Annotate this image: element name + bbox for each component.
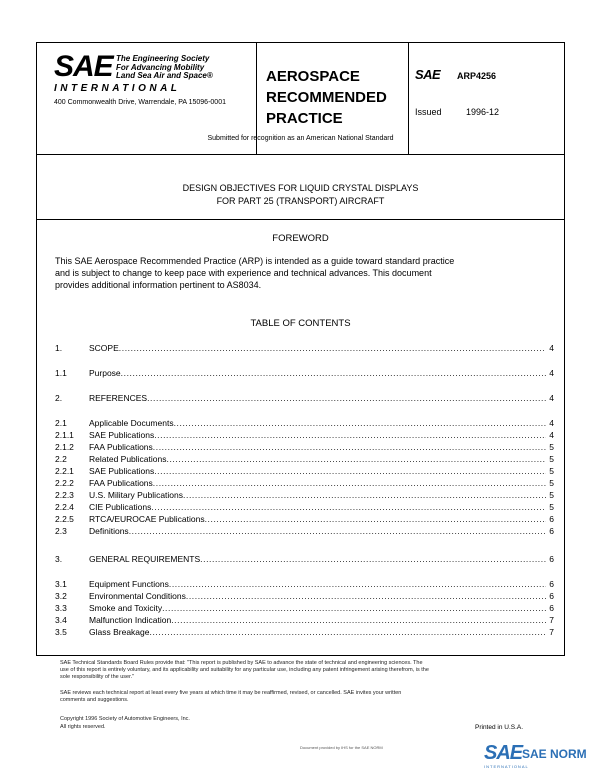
toc-title: RTCA/EUROCAE Publications [89,514,205,524]
toc-number: 1.1 [55,368,67,378]
toc-page: 5 [549,502,554,512]
toc-number: 2. [55,393,63,403]
sae-logo: SAE [54,50,113,83]
toc-entry[interactable] [55,579,554,590]
toc-page: 6 [549,526,554,536]
toc-leader [151,502,546,513]
toc-page: 5 [549,442,554,452]
document-type [266,66,387,129]
toc-page: 6 [549,591,554,601]
address: 400 Commonwealth Drive, Warrendale, PA 15096-0001 [54,99,226,106]
toc-number: 3.2 [55,591,67,601]
toc-title: FAA Publications [89,478,153,488]
toc-page: 6 [549,554,554,564]
toc-entry[interactable] [55,466,554,477]
policy-line-2: use of this report is entirely voluntary, and its applicability and suitability for any particular use, including any patent infringement arising therefrom, is the [60,667,429,673]
toc-title: Equipment Functions [89,579,169,589]
bottom-note: Document provided by IHS for the SAE NORM [300,745,383,750]
toc-page: 6 [549,579,554,589]
toc-entry[interactable] [55,554,554,565]
toc-title: U.S. Military Publications [89,490,184,500]
toc-leader [149,627,546,638]
title-line-2: FOR PART 25 (TRANSPORT) AIRCRAFT [216,196,385,206]
toc-number: 2.2.4 [55,502,74,512]
toc-title: Environmental Conditions [89,591,186,601]
toc-leader [154,466,546,477]
printed-in: Printed in U.S.A. [475,724,524,731]
toc-page: 5 [549,466,554,476]
toc-leader [153,442,546,453]
foreword-line-1: This SAE Aerospace Recommended Practice (ARP) is intended as a guide toward standard practice [55,256,455,266]
title-line-1: DESIGN OBJECTIVES FOR LIQUID CRYSTAL DISPLAYS [182,183,419,193]
small-sae-logo: SAE [415,67,441,82]
toc-number: 2.2.1 [55,466,74,476]
toc-leader [200,554,546,565]
foreword-text [55,255,555,291]
toc-entry[interactable] [55,343,554,354]
toc-entry[interactable] [55,454,554,465]
toc-leader [167,454,547,465]
foreword-heading: FOREWORD [272,233,329,244]
issued-date: 1996-12 [466,107,500,117]
toc-number: 1. [55,343,63,353]
watermark-text: SAE NORM [522,747,587,761]
toc-entry[interactable] [55,591,554,602]
toc-title: Purpose [89,368,121,378]
issued-label: Issued [415,107,442,117]
doc-type-line-2: RECOMMENDED [266,89,387,106]
toc-entry[interactable] [55,418,554,429]
toc-number: 3.5 [55,627,67,637]
toc-number: 2.2.5 [55,514,74,524]
watermark-subtext: INTERNATIONAL [484,764,529,769]
tagline-line-1: The Engineering Society [116,54,210,63]
toc-leader [186,591,546,602]
toc-page: 4 [549,368,554,378]
toc-number: 2.2.3 [55,490,74,500]
toc-leader [174,418,546,429]
toc-number: 2.3 [55,526,67,536]
toc-page: 5 [549,490,554,500]
policy-line-3: sole responsibility of the user." [60,674,135,680]
toc-leader [154,430,546,441]
toc-entry[interactable] [55,502,554,513]
submitted-note: Submitted for recognition as an American National Standard [207,135,394,142]
foreword-line-3: provides additional information pertinent to AS8034. [55,280,262,290]
toc-title: SAE Publications [89,466,155,476]
toc-page: 4 [549,393,554,403]
toc-title: CIE Publications [89,502,152,512]
toc-title: Glass Breakage [89,627,150,637]
toc-page: 6 [549,514,554,524]
toc-entry[interactable] [55,478,554,489]
toc-title: Smoke and Toxicity [89,603,163,613]
copyright: Copyright 1996 Society of Automotive Engineers, Inc. [60,716,190,722]
toc-number: 3. [55,554,63,564]
tagline-line-2: For Advancing Mobility [116,62,205,72]
toc-title: Malfunction Indication [89,615,172,625]
toc-number: 2.1.2 [55,442,74,452]
toc-number: 2.1 [55,418,67,428]
toc-entry[interactable] [55,430,554,441]
toc-page: 4 [549,343,554,353]
toc-title: SCOPE [89,343,119,353]
toc-number: 3.4 [55,615,67,625]
toc-page: 4 [549,430,554,440]
toc-title: GENERAL REQUIREMENTS [89,554,201,564]
document-title [36,182,565,208]
toc-heading: TABLE OF CONTENTS [250,318,351,329]
toc-number: 3.3 [55,603,67,613]
sae-tagline [116,55,213,81]
toc-entry[interactable] [55,526,554,537]
toc-leader [153,478,546,489]
toc-page: 7 [549,627,554,637]
tagline-line-3: Land Sea Air and Space® [116,71,213,80]
toc-entry[interactable] [55,603,554,614]
toc-entry[interactable] [55,615,554,626]
doc-type-line-1: AEROSPACE [266,68,360,85]
review-note [60,690,560,704]
toc-title: Related Publications [89,454,167,464]
toc-page: 7 [549,615,554,625]
title-bottom-rule [36,219,565,220]
international-label: INTERNATIONAL [54,83,181,94]
doc-type-line-3: PRACTICE [266,110,343,127]
toc-number: 2.1.1 [55,430,74,440]
toc-leader [205,514,546,525]
watermark-logo: SAE [484,742,523,764]
toc-page: 5 [549,478,554,488]
toc-entry[interactable] [55,514,554,525]
toc-leader [147,393,546,404]
toc-entry[interactable] [55,393,554,404]
policy-line-1: SAE Technical Standards Board Rules provide that: "This report is published by SAE to advance the state of technical and engineering sciences. The [60,660,423,666]
toc-leader [119,343,546,354]
document-number: ARP4256 [457,71,497,81]
review-line-2: comments and suggestions. [60,697,129,703]
header-bottom-rule [36,154,565,155]
toc-title: Definitions [89,526,129,536]
toc-entry[interactable] [55,627,554,638]
review-line-1: SAE reviews each technical report at least every five years at which time it may be reaffirmed, revised, or cancelled. SAE invites your written [60,690,402,696]
toc-entry[interactable] [55,490,554,501]
toc-leader [171,615,546,626]
toc-leader [121,368,546,379]
policy-note [60,660,560,681]
toc-page: 4 [549,418,554,428]
rights-reserved: All rights reserved. [60,724,106,730]
toc-leader [162,603,546,614]
toc-number: 2.2.2 [55,478,74,488]
toc-leader [129,526,546,537]
foreword-line-2: and is subject to change to keep pace with experience and technical advances. This document [55,268,432,278]
toc-title: SAE Publications [89,430,155,440]
toc-entry[interactable] [55,442,554,453]
toc-leader [183,490,546,501]
toc-title: FAA Publications [89,442,153,452]
toc-title: REFERENCES [89,393,148,403]
toc-title: Applicable Documents [89,418,174,428]
toc-number: 2.2 [55,454,67,464]
toc-page: 6 [549,603,554,613]
toc-entry[interactable] [55,368,554,379]
toc-page: 5 [549,454,554,464]
toc-number: 3.1 [55,579,67,589]
toc-leader [169,579,546,590]
